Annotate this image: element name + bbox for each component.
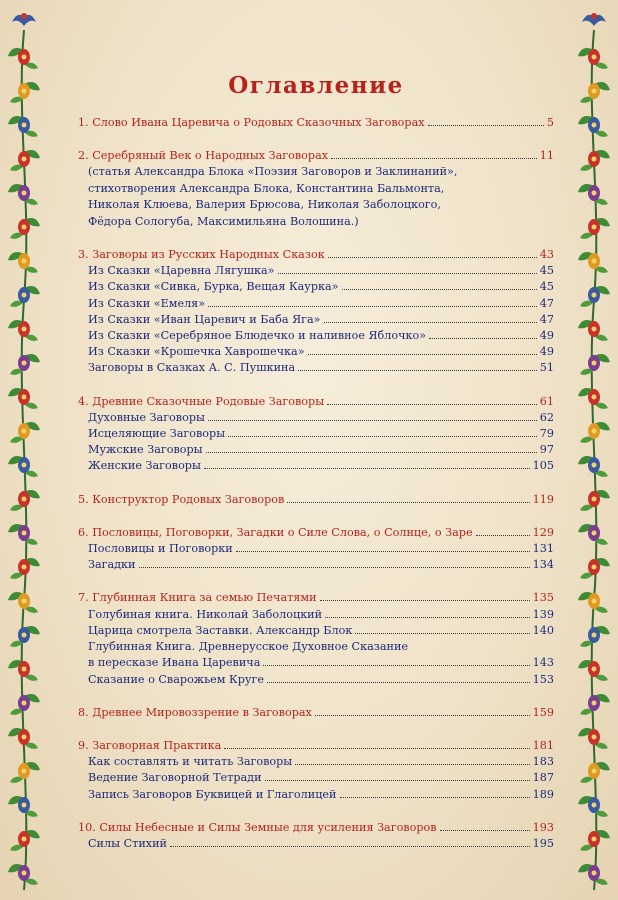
toc-subentry-text: Царица смотрела Заставки. Александр Блок (88, 623, 353, 637)
toc-subentry-text: Пословицы и Поговорки (88, 542, 233, 556)
toc-subentry (78, 344, 554, 360)
flower-ornament-icon (578, 524, 608, 545)
toc-subentry (78, 672, 554, 688)
toc-subentry-page-number: 45 (539, 264, 554, 278)
toc-subentry-text: Заговоры в Сказках А. С. Пушкина (88, 361, 296, 375)
dot-leader (265, 780, 530, 781)
flower-ornament-icon (8, 252, 38, 273)
dot-leader (298, 370, 537, 371)
dot-leader (308, 354, 537, 355)
toc-subentry (78, 541, 554, 557)
toc-chapter-text: 2. Серебряный Век о Народных Заговорах (78, 149, 329, 163)
flower-ornament-icon (580, 626, 610, 647)
flower-ornament-icon (10, 354, 40, 375)
toc-subentry (78, 328, 554, 344)
dot-leader (428, 125, 544, 126)
flower-ornament-icon (578, 48, 608, 69)
flower-ornament-icon (10, 82, 40, 103)
dot-leader (170, 846, 530, 847)
toc-subentry-text: Женские Заговоры (88, 459, 201, 473)
page-title: Оглавление (228, 72, 404, 99)
toc-subentry-page-number: 105 (532, 459, 554, 473)
dot-leader (320, 600, 530, 601)
toc-chapter-text: 3. Заговоры из Русских Народных Сказок (78, 248, 325, 262)
dot-leader (263, 665, 529, 666)
dot-leader (208, 420, 537, 421)
flower-ornament-icon (578, 184, 608, 205)
dot-leader (328, 257, 537, 258)
toc-chapter-page-number: 5 (546, 116, 554, 129)
toc-subentry-page-number: 131 (532, 542, 554, 556)
toc-subentry (78, 787, 554, 803)
toc-section-5 (78, 492, 554, 508)
toc-subentry-text: Силы Стихий (88, 836, 168, 850)
bird-ornament-icon (582, 13, 606, 26)
toc-subentry-text: Исцеляющие Заговоры (88, 427, 226, 441)
toc-subentry-text: Духовные Заговоры (88, 410, 205, 424)
toc-subentry-page-number: 49 (539, 345, 554, 359)
toc-subentry-text: Из Сказки «Крошечка Хаврошечка» (88, 345, 305, 359)
toc-subentry-page-number: 153 (532, 672, 554, 686)
dot-leader (287, 502, 529, 503)
dot-leader (324, 322, 537, 323)
dot-leader (206, 452, 537, 453)
left-floral-border (4, 0, 44, 900)
toc-subentry (78, 426, 554, 442)
toc-chapter-text: 10. Силы Небесные и Силы Земные для усиления Заговоров (78, 820, 437, 834)
toc-subentry-text: Из Сказки «Емеля» (88, 296, 206, 310)
toc-subentry-page-number: 139 (532, 607, 554, 621)
flower-ornament-icon (580, 830, 610, 851)
dot-leader (139, 567, 530, 568)
toc-subentry-page-number: 62 (539, 410, 554, 424)
toc-subentry-page-number: 183 (532, 755, 554, 769)
toc-subentry-text: Из Сказки «Иван Царевич и Баба Яга» (88, 312, 321, 326)
flower-ornament-icon (580, 218, 610, 239)
toc-subentry-page-number: 49 (539, 329, 554, 343)
toc-chapter-page-number: 159 (532, 705, 554, 719)
flower-ornament-icon (8, 864, 38, 885)
toc-subentry-page-number: 189 (532, 787, 554, 801)
toc-chapter (78, 525, 554, 541)
toc-subentry (78, 410, 554, 426)
flower-ornament-icon (8, 796, 38, 817)
toc-subentry-text: Из Сказки «Царевна Лягушка» (88, 264, 275, 278)
toc-chapter (78, 820, 554, 836)
toc-subentry (78, 442, 554, 458)
toc-section-6 (78, 525, 554, 574)
dot-leader (440, 830, 530, 831)
toc-subentry (78, 754, 554, 770)
toc-chapter-text: 9. Заговорная Практика (78, 738, 222, 752)
dot-leader (228, 436, 537, 437)
toc-subentry-page-number: 195 (532, 836, 554, 850)
dot-leader (267, 682, 530, 683)
toc-chapter-text: 5. Конструктор Родовых Заговоров (78, 492, 285, 506)
flower-ornament-icon (8, 48, 38, 69)
flower-ornament-icon (580, 354, 610, 375)
toc-subentry-page-number: 51 (539, 361, 554, 375)
bird-ornament-icon (12, 13, 36, 26)
toc-chapter (78, 247, 554, 263)
toc-subentry-text: Ведение Заговорной Тетради (88, 771, 262, 785)
dot-leader (429, 338, 537, 339)
flower-ornament-icon (578, 864, 608, 885)
flower-ornament-icon (580, 82, 610, 103)
toc-subentry-text: Как составлять и читать Заговоры (88, 755, 293, 769)
toc-subentry-text: Из Сказки «Серебряное Блюдечко и наливное Яблочко» (88, 329, 427, 343)
flower-ornament-icon (10, 218, 40, 239)
dot-leader (278, 273, 537, 274)
toc-subentry-text: в пересказе Ивана Царевича (88, 656, 261, 670)
flower-ornament-icon (578, 660, 608, 681)
toc-subentry-page-number: 134 (532, 558, 554, 572)
toc-note-line: (статья Александра Блока «Поэзия Заговоров и Заклинаний», (88, 165, 458, 179)
toc-chapter-text: 6. Пословицы, Поговорки, Загадки о Силе Слова, о Солнце, о Заре (78, 525, 473, 539)
toc-chapter-page-number: 11 (539, 149, 554, 163)
dot-leader (236, 551, 530, 552)
toc-note-line: Николая Клюева, Валерия Брюсова, Николая Заболоцкого, (88, 198, 441, 212)
flower-ornament-icon (10, 422, 40, 443)
flower-ornament-icon (10, 694, 40, 715)
flower-ornament-icon (578, 456, 608, 477)
toc-note-line: стихотворения Александра Блока, Константина Бальмонта, (88, 181, 445, 195)
dot-leader (331, 158, 537, 159)
toc-section-3 (78, 247, 554, 377)
toc-subentry (78, 312, 554, 328)
dot-leader (327, 404, 537, 405)
toc-section-9 (78, 738, 554, 803)
toc-subentry-page-number: 143 (532, 656, 554, 670)
toc-chapter-text: 4. Древние Сказочные Родовые Заговоры (78, 394, 325, 408)
toc-subentry (78, 296, 554, 312)
dot-leader (355, 633, 529, 634)
toc-subentry-page-number: 45 (539, 280, 554, 294)
toc-subentry (78, 279, 554, 295)
flower-ornament-icon (580, 422, 610, 443)
toc-section-2 (78, 148, 554, 230)
toc-subentry (78, 770, 554, 786)
toc-subentry-text: Загадки (88, 558, 136, 572)
toc-chapter-page-number: 43 (539, 248, 554, 262)
dot-leader (340, 797, 530, 798)
toc-subentry (78, 836, 554, 852)
toc-chapter-page-number: 135 (532, 591, 554, 605)
dot-leader (476, 535, 530, 536)
dot-leader (224, 748, 529, 749)
toc-subentry-text: Глубинная Книга. Древнерусское Духовное Сказание (88, 640, 409, 654)
toc-subentry (78, 655, 554, 671)
toc-subentry-text: Голубиная книга. Николай Заболоцкий (88, 607, 323, 621)
toc-subentry-text: Из Сказки «Сивка, Бурка, Вещая Каурка» (88, 280, 339, 294)
right-floral-border (574, 0, 614, 900)
toc-chapter (78, 492, 554, 508)
dot-leader (342, 289, 537, 290)
toc-note-line: Фёдора Сологуба, Максимильяна Волошина.) (88, 214, 359, 228)
flower-ornament-icon (8, 660, 38, 681)
toc-chapter (78, 115, 554, 131)
toc-chapter-page-number: 129 (532, 525, 554, 539)
toc-subentry-text: Мужские Заговоры (88, 443, 203, 457)
toc-chapter-text: 1. Слово Ивана Царевича о Родовых Сказочных Заговорах (78, 116, 425, 129)
dot-leader (315, 715, 530, 716)
toc-subentry (78, 458, 554, 474)
toc-subentry-page-number: 47 (539, 312, 554, 326)
toc-subentry (78, 607, 554, 623)
toc-subentry (78, 263, 554, 279)
toc-subentry-page-number: 79 (539, 427, 554, 441)
toc-subentry-page-number: 140 (532, 623, 554, 637)
toc-section-8 (78, 705, 554, 721)
toc-chapter (78, 148, 554, 164)
flower-ornament-icon (8, 456, 38, 477)
toc-subentry-text: Сказание о Сварожьем Круге (88, 672, 264, 686)
flower-ornament-icon (10, 286, 40, 307)
toc-chapter-page-number: 61 (539, 394, 554, 408)
toc-subentry-text: Запись Заговоров Буквицей и Глаголицей (88, 787, 337, 801)
toc-subentry (78, 623, 554, 639)
toc-chapter-page-number: 181 (532, 738, 554, 752)
toc-subentry (78, 360, 554, 376)
flower-ornament-icon (580, 286, 610, 307)
toc-chapter-text: 7. Глубинная Книга за семью Печатями (78, 591, 317, 605)
toc-chapter (78, 590, 554, 606)
flower-ornament-icon (10, 830, 40, 851)
flower-ornament-icon (580, 694, 610, 715)
flower-ornament-icon (8, 524, 38, 545)
toc-chapter-text: 8. Древнее Мировоззрение в Заговорах (78, 705, 312, 719)
toc-chapter-page-number: 119 (532, 492, 554, 506)
flower-ornament-icon (10, 626, 40, 647)
toc-subentry-page-number: 47 (539, 296, 554, 310)
toc-chapter (78, 394, 554, 410)
dot-leader (295, 764, 529, 765)
table-of-contents (78, 58, 554, 869)
toc-list (78, 115, 554, 852)
flower-ornament-icon (8, 184, 38, 205)
toc-section-10 (78, 820, 554, 852)
flower-ornament-icon (578, 252, 608, 273)
toc-section-1 (78, 115, 554, 131)
toc-chapter (78, 705, 554, 721)
toc-subentry-page-number: 97 (539, 443, 554, 457)
toc-section-7 (78, 590, 554, 687)
toc-section-4 (78, 394, 554, 475)
flower-ornament-icon (578, 796, 608, 817)
dot-leader (204, 468, 530, 469)
toc-subentry (78, 557, 554, 573)
toc-chapter-page-number: 193 (532, 820, 554, 834)
dot-leader (325, 617, 530, 618)
toc-subentry-page-number: 187 (532, 771, 554, 785)
toc-chapter (78, 738, 554, 754)
dot-leader (208, 306, 537, 307)
